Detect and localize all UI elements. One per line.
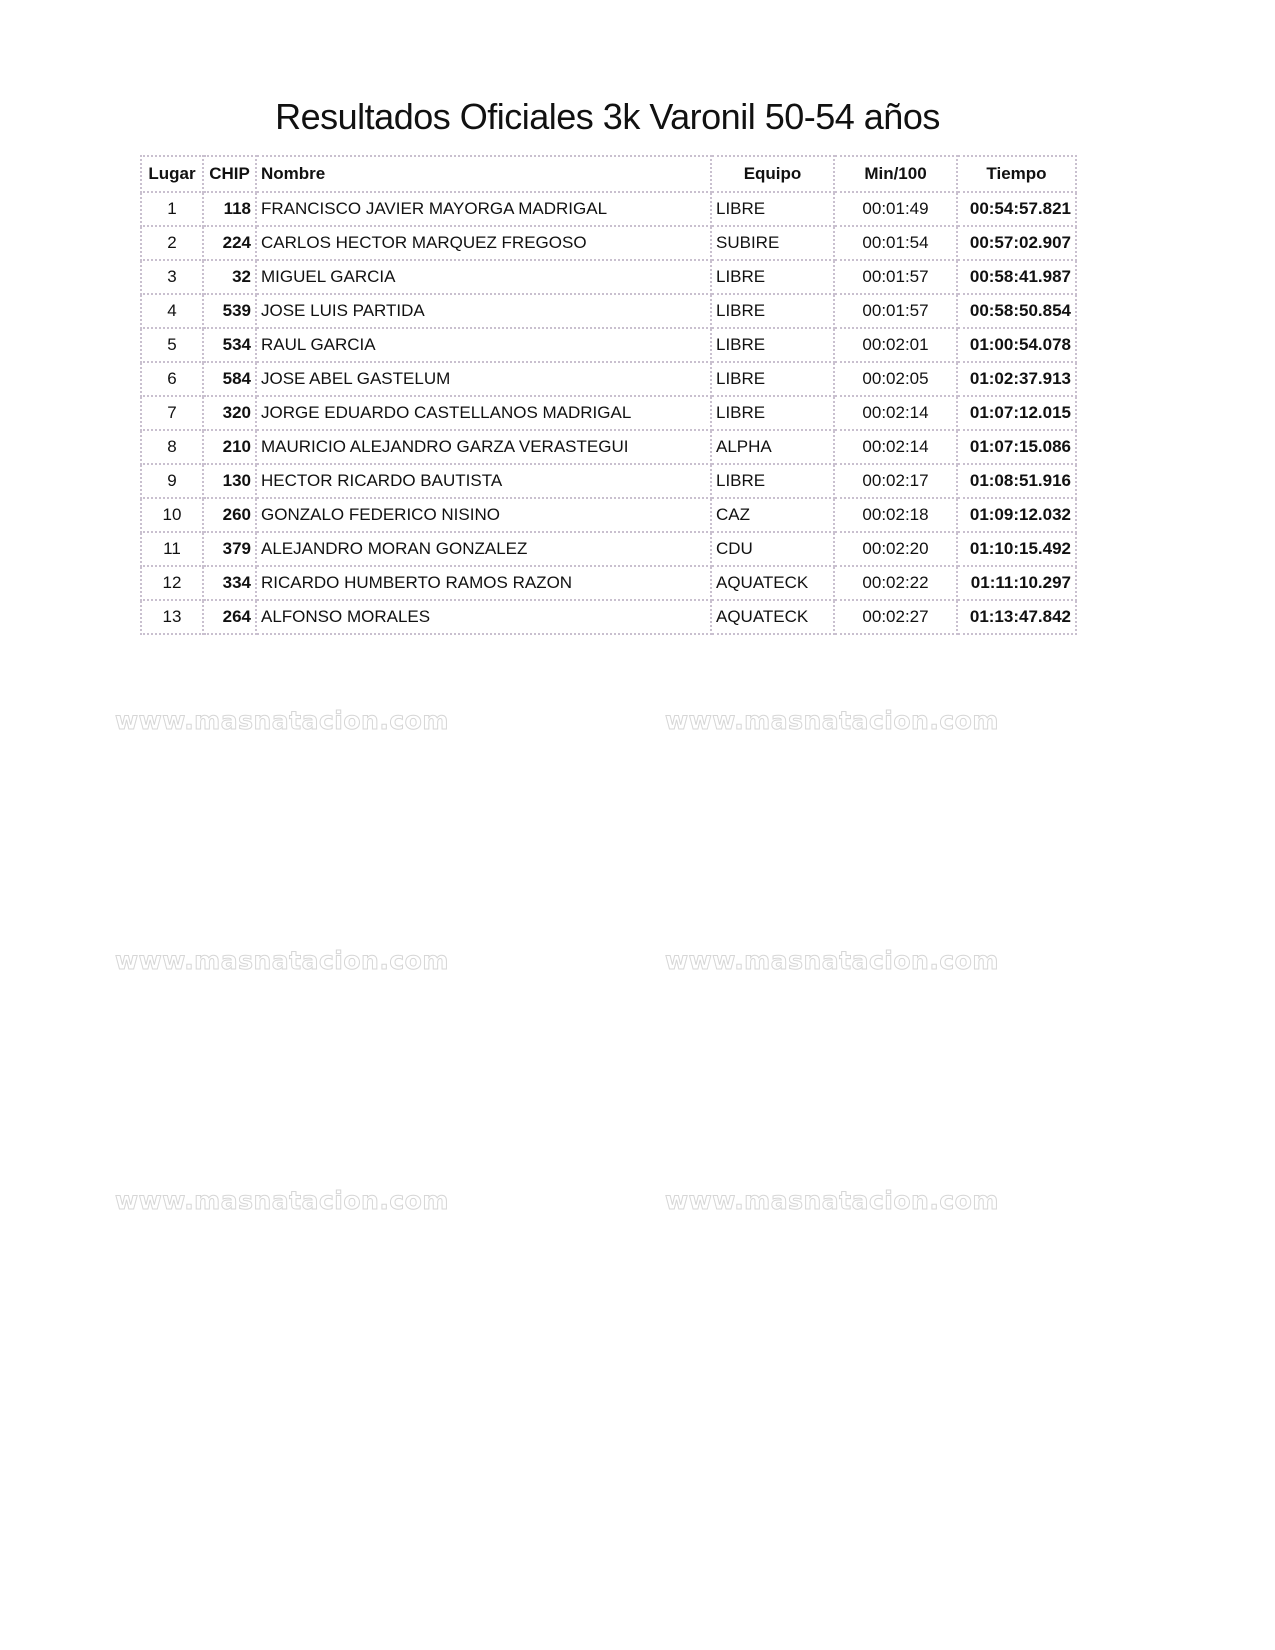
table-row (141, 226, 1076, 260)
cell-chip: 334 (203, 566, 256, 600)
cell-chip: 260 (203, 498, 256, 532)
cell-tiempo: 01:02:37.913 (957, 362, 1076, 396)
cell-nombre: JOSE ABEL GASTELUM (256, 362, 711, 396)
header-row (141, 156, 1076, 192)
cell-tiempo: 01:11:10.297 (957, 566, 1076, 600)
table-row (141, 566, 1076, 600)
cell-nombre: FRANCISCO JAVIER MAYORGA MADRIGAL (256, 192, 711, 226)
cell-min100: 00:02:17 (834, 464, 957, 498)
table-row (141, 260, 1076, 294)
cell-lugar: 9 (141, 464, 203, 498)
watermark: www.masnatacion.com (665, 1186, 999, 1215)
cell-min100: 00:01:57 (834, 294, 957, 328)
cell-tiempo: 01:00:54.078 (957, 328, 1076, 362)
cell-chip: 130 (203, 464, 256, 498)
cell-nombre: MIGUEL GARCIA (256, 260, 711, 294)
cell-lugar: 12 (141, 566, 203, 600)
table-row (141, 396, 1076, 430)
cell-lugar: 1 (141, 192, 203, 226)
cell-lugar: 5 (141, 328, 203, 362)
cell-equipo: AQUATECK (711, 566, 834, 600)
table-row (141, 498, 1076, 532)
header-equipo: Equipo (711, 156, 834, 192)
cell-min100: 00:02:14 (834, 396, 957, 430)
cell-equipo: LIBRE (711, 396, 834, 430)
cell-min100: 00:02:05 (834, 362, 957, 396)
watermark: www.masnatacion.com (665, 706, 999, 735)
cell-min100: 00:01:54 (834, 226, 957, 260)
cell-tiempo: 00:54:57.821 (957, 192, 1076, 226)
watermark: www.masnatacion.com (115, 1186, 449, 1215)
cell-nombre: CARLOS HECTOR MARQUEZ FREGOSO (256, 226, 711, 260)
cell-tiempo: 00:58:50.854 (957, 294, 1076, 328)
cell-equipo: SUBIRE (711, 226, 834, 260)
table-row (141, 362, 1076, 396)
table-row (141, 192, 1076, 226)
cell-tiempo: 01:10:15.492 (957, 532, 1076, 566)
cell-nombre: JOSE LUIS PARTIDA (256, 294, 711, 328)
cell-lugar: 11 (141, 532, 203, 566)
cell-chip: 584 (203, 362, 256, 396)
cell-nombre: JORGE EDUARDO CASTELLANOS MADRIGAL (256, 396, 711, 430)
table-row (141, 600, 1076, 634)
results-table (140, 155, 1077, 635)
cell-min100: 00:02:27 (834, 600, 957, 634)
cell-min100: 00:02:22 (834, 566, 957, 600)
cell-equipo: LIBRE (711, 464, 834, 498)
cell-lugar: 4 (141, 294, 203, 328)
cell-tiempo: 01:08:51.916 (957, 464, 1076, 498)
cell-chip: 534 (203, 328, 256, 362)
cell-min100: 00:02:14 (834, 430, 957, 464)
watermark: www.masnatacion.com (665, 946, 999, 975)
cell-tiempo: 01:13:47.842 (957, 600, 1076, 634)
cell-nombre: MAURICIO ALEJANDRO GARZA VERASTEGUI (256, 430, 711, 464)
cell-chip: 210 (203, 430, 256, 464)
cell-min100: 00:02:01 (834, 328, 957, 362)
cell-nombre: GONZALO FEDERICO NISINO (256, 498, 711, 532)
header-chip: CHIP (203, 156, 256, 192)
cell-chip: 379 (203, 532, 256, 566)
table-row (141, 430, 1076, 464)
cell-equipo: LIBRE (711, 328, 834, 362)
table-row (141, 464, 1076, 498)
header-lugar: Lugar (141, 156, 203, 192)
cell-chip: 224 (203, 226, 256, 260)
cell-tiempo: 01:07:12.015 (957, 396, 1076, 430)
cell-chip: 539 (203, 294, 256, 328)
cell-lugar: 10 (141, 498, 203, 532)
header-nombre: Nombre (256, 156, 711, 192)
cell-equipo: CAZ (711, 498, 834, 532)
cell-nombre: RAUL GARCIA (256, 328, 711, 362)
cell-lugar: 2 (141, 226, 203, 260)
header-min100: Min/100 (834, 156, 957, 192)
cell-chip: 118 (203, 192, 256, 226)
cell-tiempo: 01:09:12.032 (957, 498, 1076, 532)
cell-equipo: LIBRE (711, 362, 834, 396)
cell-equipo: LIBRE (711, 294, 834, 328)
cell-nombre: ALEJANDRO MORAN GONZALEZ (256, 532, 711, 566)
cell-chip: 320 (203, 396, 256, 430)
table-row (141, 294, 1076, 328)
page-title: Resultados Oficiales 3k Varonil 50-54 años (275, 96, 940, 137)
cell-min100: 00:01:49 (834, 192, 957, 226)
cell-tiempo: 01:07:15.086 (957, 430, 1076, 464)
cell-lugar: 3 (141, 260, 203, 294)
cell-chip: 264 (203, 600, 256, 634)
cell-min100: 00:02:20 (834, 532, 957, 566)
watermark: www.masnatacion.com (115, 706, 449, 735)
cell-chip: 32 (203, 260, 256, 294)
cell-min100: 00:02:18 (834, 498, 957, 532)
cell-lugar: 6 (141, 362, 203, 396)
cell-equipo: AQUATECK (711, 600, 834, 634)
cell-lugar: 8 (141, 430, 203, 464)
cell-tiempo: 00:57:02.907 (957, 226, 1076, 260)
cell-nombre: RICARDO HUMBERTO RAMOS RAZON (256, 566, 711, 600)
cell-lugar: 13 (141, 600, 203, 634)
cell-equipo: ALPHA (711, 430, 834, 464)
table-row (141, 328, 1076, 362)
cell-nombre: ALFONSO MORALES (256, 600, 711, 634)
cell-min100: 00:01:57 (834, 260, 957, 294)
header-tiempo: Tiempo (957, 156, 1076, 192)
cell-equipo: LIBRE (711, 260, 834, 294)
cell-lugar: 7 (141, 396, 203, 430)
cell-equipo: LIBRE (711, 192, 834, 226)
table-row (141, 532, 1076, 566)
cell-equipo: CDU (711, 532, 834, 566)
watermark: www.masnatacion.com (115, 946, 449, 975)
cell-nombre: HECTOR RICARDO BAUTISTA (256, 464, 711, 498)
cell-tiempo: 00:58:41.987 (957, 260, 1076, 294)
